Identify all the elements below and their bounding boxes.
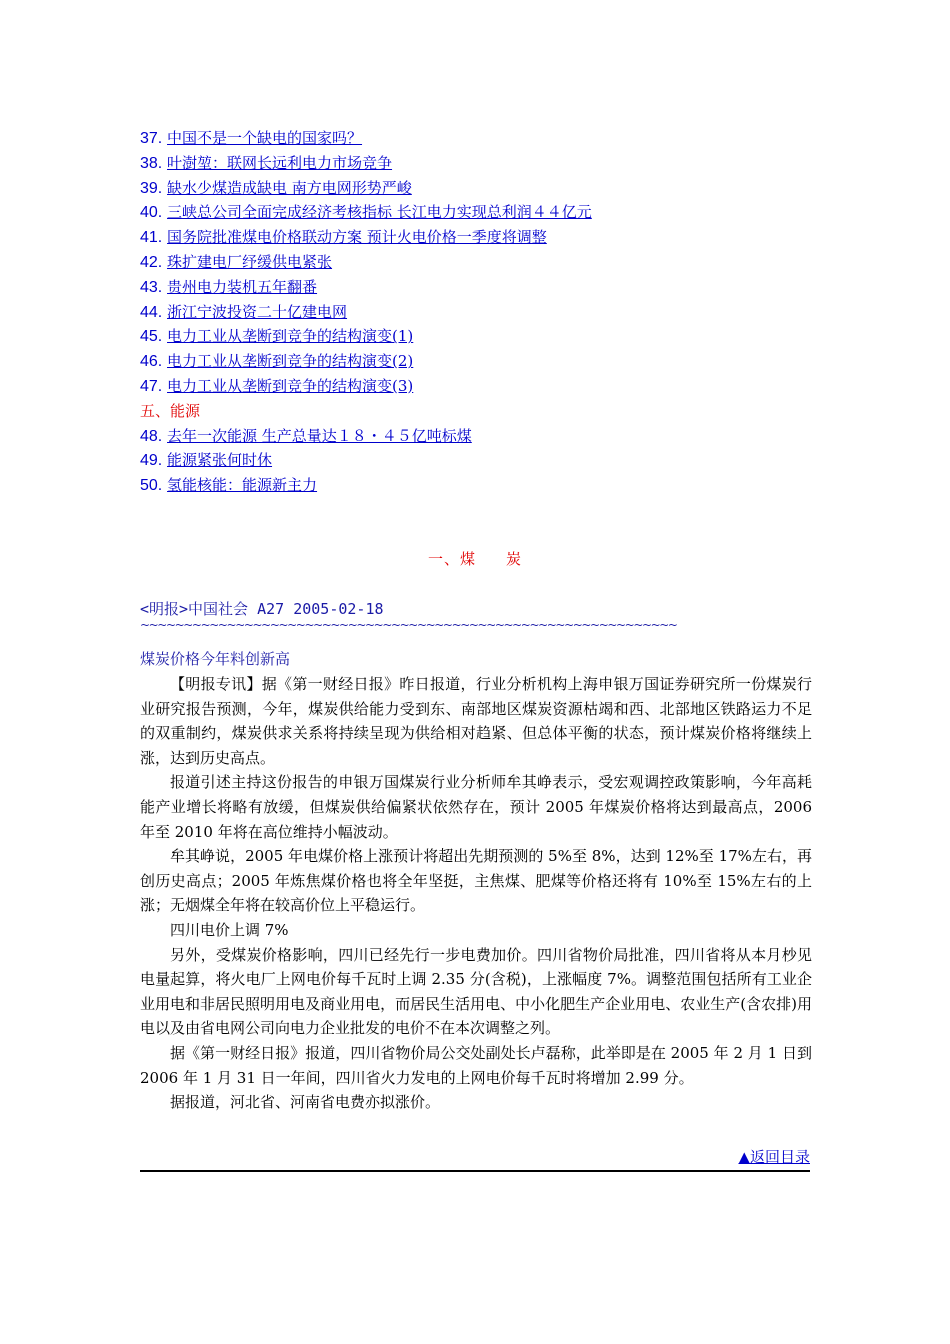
toc-item[interactable] — [140, 250, 820, 275]
toc-link[interactable]: 贵州电力装机五年翻番 — [167, 277, 318, 296]
toc-item[interactable] — [140, 424, 820, 449]
toc-number: 41. — [140, 229, 163, 247]
article-paragraph: 报道引述主持这份报告的申银万国煤炭行业分析师牟其峥表示，受宏观调控政策影响，今年高耗能产业增长将略有放缓，但煤炭供给偏紧状依然存在，预计 2005 年煤炭价格将达到最高点，2006 年至 2010 年将在高位维持小幅波动。 — [140, 773, 812, 841]
toc-item[interactable] — [140, 275, 820, 300]
toc-number: 45. — [140, 328, 163, 346]
toc-number: 38. — [140, 154, 163, 172]
section-title-part: 炭 — [506, 550, 523, 568]
article-paragraph: 据报道，河北省、河南省电费亦拟涨价。 — [170, 1093, 441, 1112]
toc-link[interactable]: 缺水少煤造成缺电 南方电网形势严峻 — [167, 178, 412, 197]
toc-item[interactable] — [140, 374, 820, 399]
toc-number: 48. — [140, 427, 163, 445]
toc-link[interactable]: 叶澍堃：联网长远利电力市场竞争 — [167, 153, 393, 172]
toc-link[interactable]: 浙江宁波投资二十亿建电网 — [167, 302, 348, 321]
toc-link[interactable]: 氢能核能：能源新主力 — [167, 476, 318, 495]
article-paragraph: 牟其峥说，2005 年电煤价格上涨预计将超出先期预测的 5%至 8%，达到 12%至 17%左右，再创历史高点；2005 年炼焦煤价格也将全年坚挺，主焦煤、肥煤等价格还将有 10%至 15%左右的上涨；无烟煤全年将在较高价位上平稳运行。 — [140, 847, 812, 915]
article-headline: 煤炭价格今年料创新高 — [140, 650, 291, 668]
table-of-contents — [140, 126, 820, 498]
toc-link[interactable]: 国务院批准煤电价格联动方案 预计火电价格一季度将调整 — [167, 228, 547, 247]
toc-number: 42. — [140, 253, 163, 271]
toc-item[interactable] — [140, 151, 820, 176]
back-to-contents-link[interactable]: ▲返回目录 — [738, 1148, 810, 1166]
toc-link[interactable]: 去年一次能源 生产总量达１８・４５亿吨标煤 — [167, 426, 472, 445]
toc-link[interactable]: 电力工业从垄断到竞争的结构演变(3) — [167, 376, 414, 395]
toc-number: 43. — [140, 278, 163, 296]
toc-number: 40. — [140, 204, 163, 222]
toc-item[interactable] — [140, 176, 820, 201]
toc-item[interactable] — [140, 448, 820, 473]
article-source-line: <明报>中国社会 A27 2005-02-18 — [140, 600, 384, 618]
section-title-part: 一、煤 — [427, 550, 476, 568]
toc-item[interactable] — [140, 200, 820, 225]
toc-number: 44. — [140, 303, 163, 321]
toc-link[interactable]: 三峡总公司全面完成经济考核指标 长江电力实现总利润４４亿元 — [167, 203, 592, 222]
horizontal-rule — [140, 1170, 810, 1172]
article-paragraph: 另外，受煤炭价格影响，四川已经先行一步电费加价。四川省物价局批准，四川省将从本月杪见电量起算，将火电厂上网电价每千瓦时上调 2.35 分(含税)，上涨幅度 7%。调整范围包括所有工业企业用电和非居民照明用电及商业用电，而居民生活用电、中小化肥生产企业用电、农业生产(含农排)用电以及由省电网公司向电力企业批发的电价不在本次调整之列。 — [140, 945, 812, 1038]
toc-number: 37. — [140, 130, 163, 147]
toc-item[interactable] — [140, 225, 820, 250]
toc-link[interactable]: 电力工业从垄断到竞争的结构演变(1) — [167, 327, 414, 346]
article-paragraph: 据《第一财经日报》报道，四川省物价局公交处副处长卢磊称，此举即是在 2005 年 2 月 1 日到 2006 年 1 月 31 日一年间，四川省火力发电的上网电价每千瓦时将增加 2.99 分。 — [140, 1043, 812, 1087]
toc-number: 49. — [140, 452, 163, 470]
toc-item[interactable] — [140, 473, 820, 498]
article-subheading: 四川电价上调 7% — [170, 920, 289, 939]
toc-link[interactable]: 能源紧张何时休 — [167, 451, 273, 470]
toc-item[interactable] — [140, 324, 820, 349]
toc-number: 39. — [140, 179, 163, 197]
toc-section-heading — [140, 399, 820, 424]
toc-number: 50. — [140, 477, 163, 495]
section-title — [0, 548, 950, 569]
toc-link[interactable]: 中国不是一个缺电的国家吗？ — [167, 129, 363, 147]
toc-number: 46. — [140, 353, 163, 371]
toc-link[interactable]: 电力工业从垄断到竞争的结构演变(2) — [167, 352, 414, 371]
toc-item[interactable] — [140, 349, 820, 374]
tilde-divider: ~~~~~~~~~~~~~~~~~~~~~~~~~~~~~~~~~~~~~~~~~~~~~~~~~~~~~~~~~~~~~~ — [140, 618, 677, 632]
toc-section-label: 五、能源 — [140, 401, 201, 420]
toc-item[interactable] — [140, 300, 820, 325]
article-body — [140, 672, 812, 1115]
toc-link[interactable]: 珠扩建电厂纾缓供电紧张 — [167, 252, 333, 271]
toc-item[interactable] — [140, 126, 820, 151]
toc-number: 47. — [140, 377, 163, 395]
article-paragraph: 【明报专讯】据《第一财经日报》昨日报道，行业分析机构上海申银万国证券研究所一份煤炭行业研究报告预测，今年，煤炭供给能力受到东、南部地区煤炭资源枯竭和西、北部地区铁路运力不足的双重制约，煤炭供求关系将持续呈现为供给相对趋紧、但总体平衡的状态，预计煤炭价格将继续上涨，达到历史高点。 — [140, 675, 812, 767]
